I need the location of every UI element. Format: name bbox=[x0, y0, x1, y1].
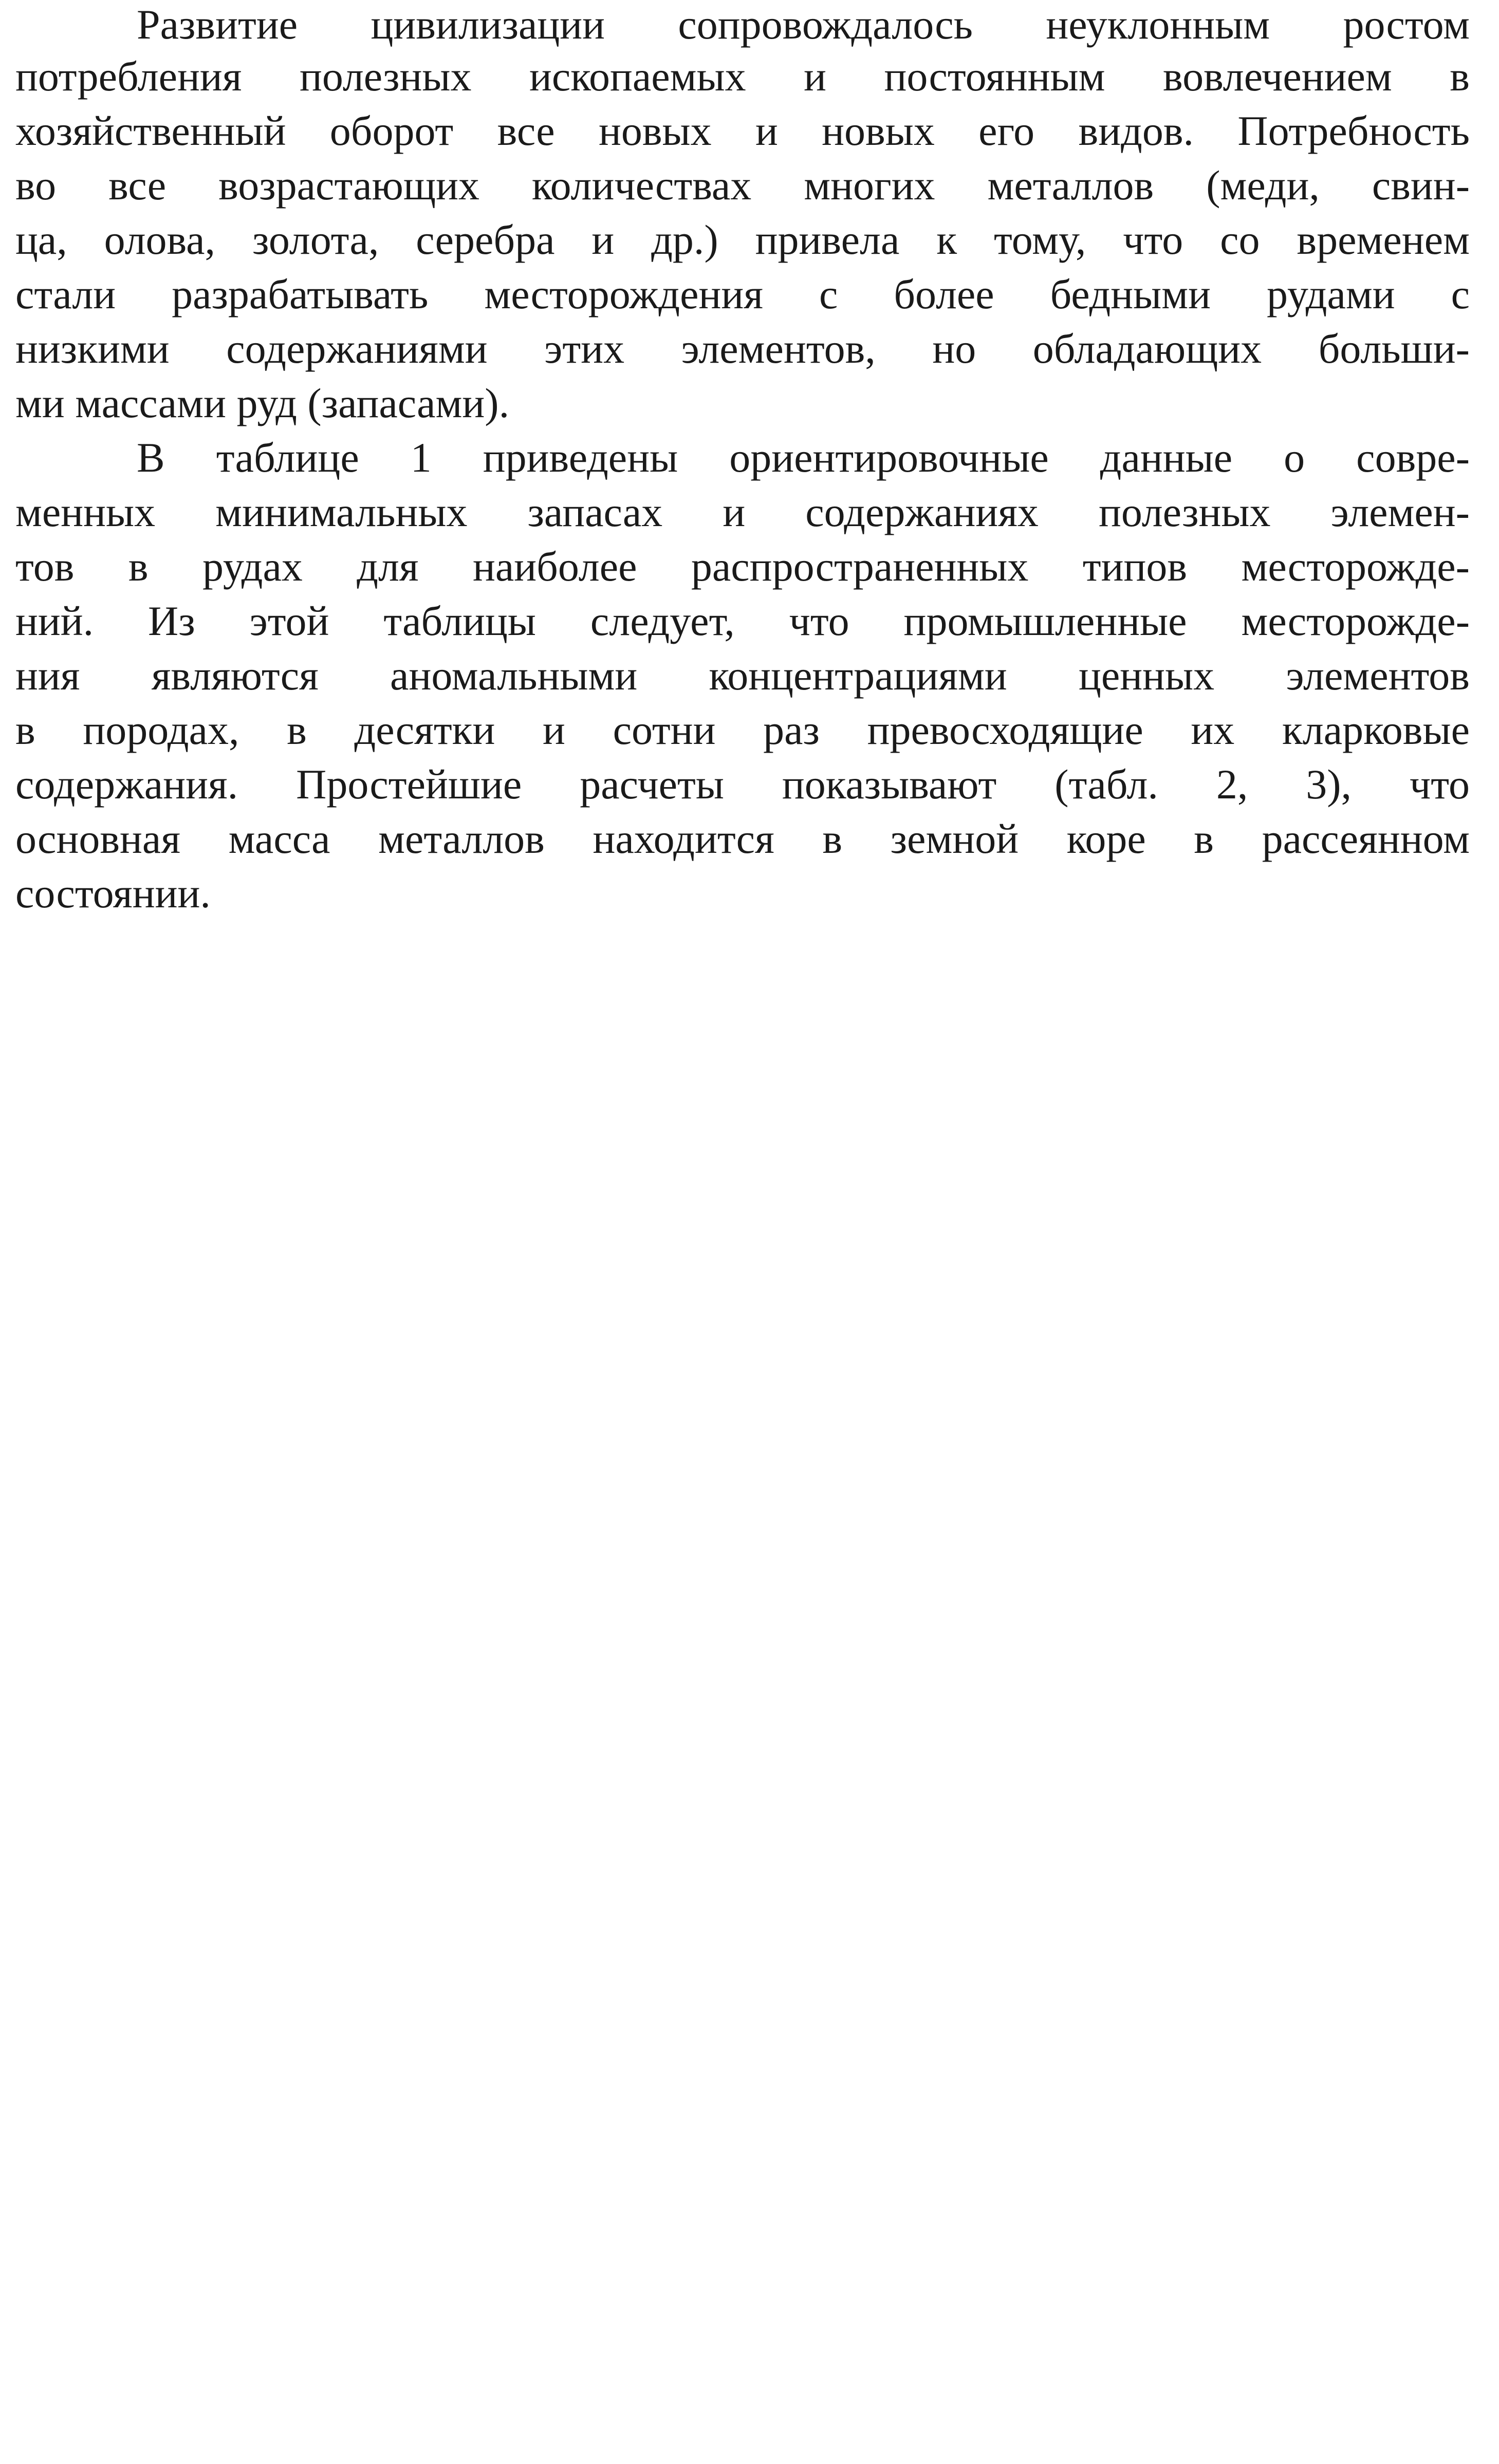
text-line: ца, олова, золота, серебра и др.) привела к тому, что со временем bbox=[15, 216, 1470, 263]
body-text bbox=[15, 0, 1470, 921]
text-line: ми массами руд (запасами). bbox=[15, 380, 510, 426]
text-line: в породах, в десятки и сотни раз превосходящие их кларковые bbox=[15, 706, 1470, 753]
text-line: тов в рудах для наиболее распространенных типов месторожде- bbox=[15, 543, 1470, 590]
text-line: ния являются аномальными концентрациями ценных элементов bbox=[15, 652, 1470, 699]
paragraph-2 bbox=[15, 431, 1470, 921]
text-line: основная масса металлов находится в земной коре в рассеянном bbox=[15, 815, 1470, 862]
text-line: стали разрабатывать месторождения с более бедными рудами с bbox=[15, 271, 1470, 318]
text-line: менных минимальных запасах и содержаниях полезных элемен- bbox=[15, 489, 1470, 535]
text-line: потребления полезных ископаемых и постоянным вовлечением в bbox=[15, 53, 1470, 100]
text-line: во все возрастающих количествах многих металлов (меди, свин- bbox=[15, 162, 1470, 209]
paragraph-1 bbox=[15, 0, 1470, 431]
text-line: Развитие цивилизации сопровождалось неуклонным ростом bbox=[137, 1, 1470, 48]
text-line: В таблице 1 приведены ориентировочные данные о совре- bbox=[137, 434, 1470, 481]
text-line: ний. Из этой таблицы следует, что промышленные месторожде- bbox=[15, 598, 1470, 644]
text-line: хозяйственный оборот все новых и новых его видов. Потребность bbox=[15, 107, 1470, 154]
text-line: низкими содержаниями этих элементов, но обладающих больши- bbox=[15, 325, 1470, 372]
text-line: содержания. Простейшие расчеты показывают (табл. 2, 3), что bbox=[15, 761, 1470, 808]
text-line: состоянии. bbox=[15, 870, 211, 917]
